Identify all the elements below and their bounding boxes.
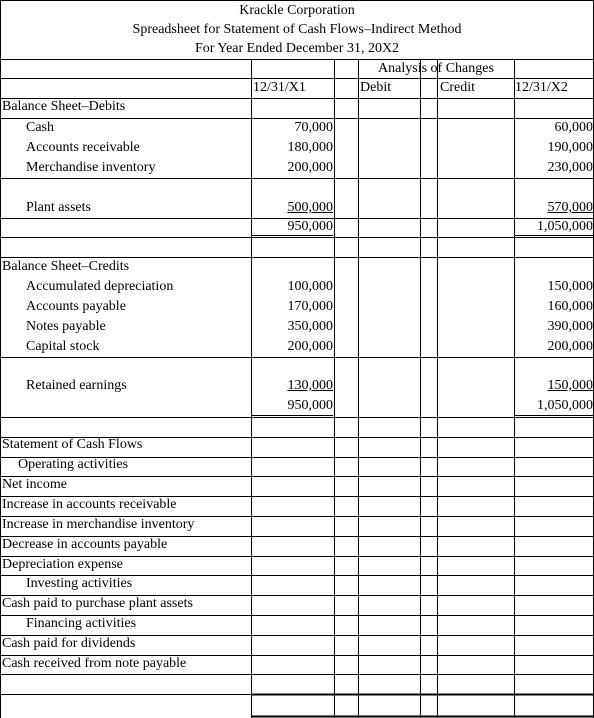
capital-stock-end: 200,000 <box>547 339 593 354</box>
merchandise-inventory-start: 200,000 <box>287 160 333 175</box>
operating-activities-label: Operating activities <box>18 457 129 472</box>
report-title: Spreadsheet for Statement of Cash Flows–Indirect Method <box>132 22 462 37</box>
accounts-receivable-end: 190,000 <box>547 140 593 155</box>
debits-heading: Balance Sheet–Debits <box>2 99 126 114</box>
financing-activities-label: Financing activities <box>26 616 137 631</box>
row-label-plant-assets: Plant assets <box>26 200 91 215</box>
notes-payable-start: 350,000 <box>287 319 333 334</box>
row-label-retained-earnings: Retained earnings <box>26 378 127 393</box>
debits-total-end: 1,050,000 <box>537 219 593 234</box>
col-header-debit: Debit <box>360 80 392 95</box>
credits-heading: Balance Sheet–Credits <box>2 259 130 274</box>
cash-start: 70,000 <box>294 120 333 135</box>
plant-assets-start: 500,000 <box>287 200 333 215</box>
increase-ar-label: Increase in accounts receivable <box>2 497 177 512</box>
accounts-payable-start: 170,000 <box>287 299 333 314</box>
depreciation-expense-label: Depreciation expense <box>2 557 123 572</box>
analysis-of-changes-header: Analysis of Changes <box>378 61 494 76</box>
investing-activities-label: Investing activities <box>26 576 133 591</box>
credits-total-end: 1,050,000 <box>537 398 593 413</box>
report-period: For Year Ended December 31, 20X2 <box>194 41 400 56</box>
row-label-cash: Cash <box>26 120 54 135</box>
capital-stock-start: 200,000 <box>287 339 333 354</box>
plant-assets-end: 570,000 <box>547 200 593 215</box>
note-payable-label: Cash received from note payable <box>2 656 187 671</box>
merchandise-inventory-end: 230,000 <box>547 160 593 175</box>
accumulated-depreciation-end: 150,000 <box>547 279 593 294</box>
accounts-payable-end: 160,000 <box>547 299 593 314</box>
accounts-receivable-start: 180,000 <box>287 140 333 155</box>
retained-earnings-end: 150,000 <box>547 378 593 393</box>
row-label-capital-stock: Capital stock <box>26 339 100 354</box>
dividends-label: Cash paid for dividends <box>2 636 136 651</box>
notes-payable-end: 390,000 <box>547 319 593 334</box>
cash-end: 60,000 <box>554 120 593 135</box>
decrease-ap-label: Decrease in accounts payable <box>2 537 168 552</box>
row-label-notes-payable: Notes payable <box>26 319 106 334</box>
increase-inventory-label: Increase in merchandise inventory <box>2 517 195 532</box>
cash-flows-heading: Statement of Cash Flows <box>2 437 143 452</box>
plant-purchase-label: Cash paid to purchase plant assets <box>2 596 193 611</box>
row-label-merchandise-inventory: Merchandise inventory <box>26 160 156 175</box>
col-header-12-31-x2: 12/31/X2 <box>515 80 568 95</box>
row-label-accumulated-depreciation: Accumulated depreciation <box>26 279 174 294</box>
row-label-accounts-payable: Accounts payable <box>26 299 126 314</box>
net-income-label: Net income <box>2 477 67 492</box>
credits-total-start: 950,000 <box>287 398 333 413</box>
debits-total-start: 950,000 <box>287 219 333 234</box>
accumulated-depreciation-start: 100,000 <box>287 279 333 294</box>
col-header-credit: Credit <box>440 80 475 95</box>
company-name: Krackle Corporation <box>239 3 355 18</box>
retained-earnings-start: 130,000 <box>287 378 333 393</box>
row-label-accounts-receivable: Accounts receivable <box>26 140 140 155</box>
col-header-12-31-x1: 12/31/X1 <box>253 80 306 95</box>
